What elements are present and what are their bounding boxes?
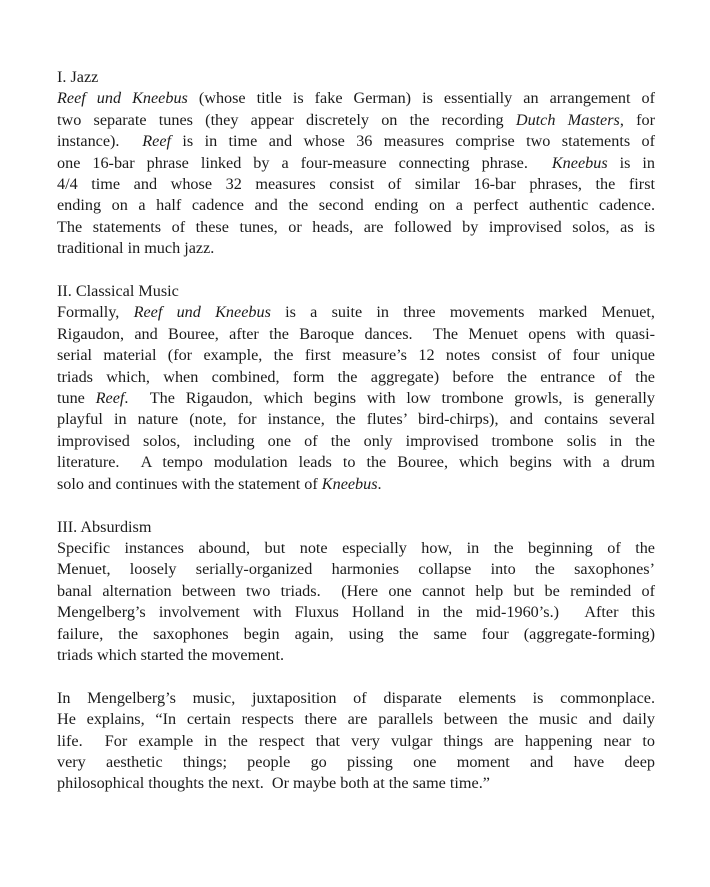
section-heading: II. Classical Music [57,282,179,301]
text-segment: He explains, “In certain respects there are parallels between the music and daily [57,710,655,729]
paragraph-line [57,409,655,430]
paragraph-line [57,174,655,195]
italic-text-segment: Kneebus [551,153,608,172]
text-segment: is in time and whose 36 measures comprise two statements of [171,132,655,151]
text-segment: two separate tunes (they appear discretely on the recording [57,110,516,129]
italic-text-segment: Reef und Kneebus [57,89,188,108]
paragraph-line [57,217,655,238]
text-segment: one 16-bar phrase linked by a four-measure connecting phrase. [57,153,552,172]
paragraph-line [57,345,655,366]
paragraph-line [57,195,655,216]
paragraph-line [57,538,655,559]
text-segment: . The Rigaudon, which begins with low trombone growls, is generally [124,389,655,408]
paragraph-line [57,302,655,323]
text-segment: instance). [57,132,143,151]
text-segment: Specific instances abound, but note especially how, in the beginning of the [57,538,655,557]
text-segment: serial material (for example, the first measure’s 12 notes consist of four unique [57,346,655,365]
italic-text-segment: Kneebus [321,474,378,493]
italic-text-segment: Reef [95,389,125,408]
paragraph [57,688,655,795]
paragraph-line [57,752,655,773]
text-segment: is a suite in three movements marked Menuet, [270,303,655,322]
text-segment: In Mengelberg’s music, juxtaposition of disparate elements is commonplace. [57,688,655,707]
paragraph [57,88,655,259]
paragraph-line [57,474,655,495]
text-segment: triads which started the movement. [57,645,285,664]
paragraph-line [57,131,655,152]
text-segment: (whose title is fake German) is essentially an arrangement of [187,89,655,108]
text-segment: Formally, [57,303,134,322]
paragraph-line [57,624,655,645]
paragraph-line [57,110,655,131]
paragraph-line [57,581,655,602]
text-segment: improvised solos, including one of the only improvised trombone solis in the [57,431,655,450]
paragraph-gap [57,495,655,516]
text-segment: life. For example in the respect that very vulgar things are happening near to [57,731,655,750]
paragraph-line [57,452,655,473]
text-segment: solo and continues with the statement of [57,474,322,493]
paragraph-line [57,367,655,388]
text-segment: playful in nature (note, for instance, the flutes’ bird-chirps), and contains several [57,410,655,429]
paragraph-gap [57,260,655,281]
italic-text-segment: Dutch Masters [515,110,620,129]
paragraph-line [57,238,655,259]
paragraph-line [57,773,655,794]
text-segment: triads which, when combined, form the aggregate) before the entrance of the [57,367,655,386]
paragraph-line [57,88,655,109]
paragraph [57,538,655,666]
text-segment: very aesthetic things; people go pissing one moment and have deep [57,752,655,771]
paragraph-line [57,431,655,452]
italic-text-segment: Reef [142,132,172,151]
paragraph-line [57,709,655,730]
section-heading: I. Jazz [57,68,99,86]
paragraph-line [57,602,655,623]
text-segment: literature. A tempo modulation leads to the Bouree, which begins with a drum [57,453,655,472]
text-segment: Mengelberg’s involvement with Fluxus Holland in the mid-1960’s.) After this [57,603,655,622]
text-segment: ending on a half cadence and the second ending on a perfect authentic cadence. [57,196,655,215]
paragraph-line [57,688,655,709]
paragraph-line [57,645,655,666]
text-segment: is in [607,153,655,172]
text-segment: tune [57,389,96,408]
text-segment: . [377,474,382,493]
text-segment: banal alternation between two triads. (Here one cannot help but be reminded of [57,581,655,600]
text-segment: failure, the saxophones begin again, using the same four (aggregate-forming) [57,624,655,643]
paragraph-line [57,559,655,580]
paragraph-line [57,153,655,174]
paragraph-line [57,388,655,409]
paragraph [57,302,655,495]
text-segment: , for [619,110,655,129]
text-segment: Menuet, loosely serially-organized harmonies collapse into the saxophones’ [57,560,655,579]
section-heading: III. Absurdism [57,517,152,536]
text-segment: 4/4 time and whose 32 measures consist of similar 16-bar phrases, the first [57,175,655,194]
text-segment: traditional in much jazz. [57,239,215,258]
paragraph-gap [57,666,655,687]
italic-text-segment: Reef und Kneebus [133,303,271,322]
text-segment: philosophical thoughts the next. Or maybe both at the same time.” [57,774,490,793]
document-body [57,67,655,795]
text-segment: The statements of these tunes, or heads, are followed by improvised solos, as is [57,217,655,236]
text-segment: Rigaudon, and Bouree, after the Baroque dances. The Menuet opens with quasi- [57,324,655,343]
paragraph-line [57,731,655,752]
paragraph-line [57,324,655,345]
